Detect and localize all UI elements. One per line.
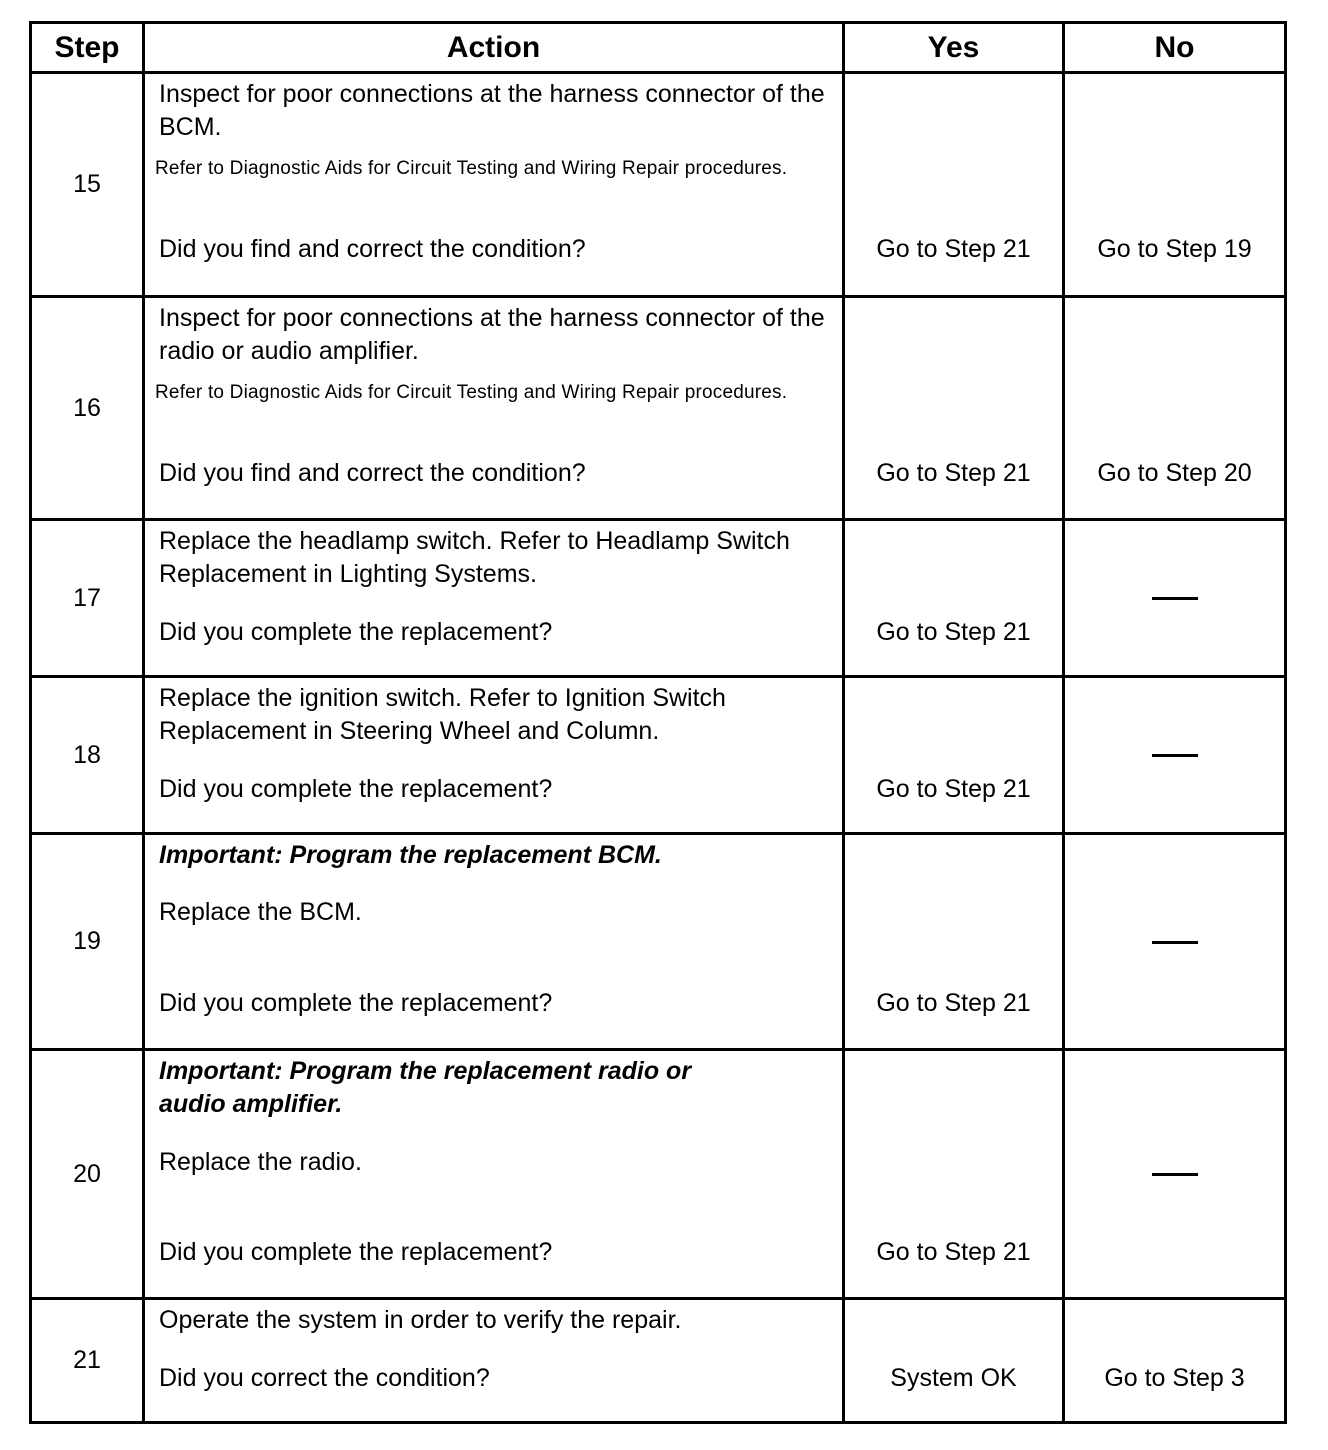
no-result-dash (1152, 754, 1198, 757)
yes-cell (844, 1299, 1064, 1423)
action-text: Inspect for poor connections at the harness connector of the BCM. (159, 80, 825, 141)
table-row (31, 834, 1286, 1050)
yes-cell (844, 520, 1064, 677)
action-reference: Refer to Diagnostic Aids for Circuit Testing and Wiring Repair procedures. (155, 158, 788, 179)
step-number: 20 (31, 1050, 144, 1299)
header-step: Step (31, 23, 144, 73)
action-question: Did you complete the replacement? (159, 989, 553, 1017)
action-question: Did you find and correct the condition? (159, 459, 586, 487)
step-number: 15 (31, 73, 144, 297)
no-result: Go to Step 19 (1097, 235, 1252, 263)
action-cell (144, 1299, 844, 1423)
yes-result: Go to Step 21 (876, 989, 1031, 1017)
action-question: Did you complete the replacement? (159, 775, 553, 803)
no-result-dash (1152, 597, 1198, 600)
step-number: 18 (31, 677, 144, 834)
no-cell (1064, 297, 1286, 520)
no-cell (1064, 73, 1286, 297)
action-question: Did you correct the condition? (159, 1364, 490, 1392)
action-text: Replace the BCM. (159, 898, 362, 926)
yes-result: Go to Step 21 (876, 459, 1031, 487)
important-note: Important: Program the replacement radio or audio amplifier. (159, 1057, 692, 1118)
action-cell (144, 1050, 844, 1299)
no-result: Go to Step 3 (1104, 1364, 1245, 1392)
action-text: Replace the radio. (159, 1148, 362, 1176)
table-row (31, 520, 1286, 677)
action-cell (144, 297, 844, 520)
diagnostic-table (29, 21, 1287, 1424)
header-action: Action (144, 23, 844, 73)
yes-cell (844, 73, 1064, 297)
table-row (31, 1299, 1286, 1423)
step-number: 21 (31, 1299, 144, 1423)
action-text: Inspect for poor connections at the harness connector of the radio or audio amplifier. (159, 304, 825, 365)
table-row (31, 73, 1286, 297)
no-cell (1064, 520, 1286, 677)
no-cell (1064, 1050, 1286, 1299)
yes-cell (844, 834, 1064, 1050)
table-row (31, 677, 1286, 834)
yes-cell (844, 677, 1064, 834)
header-row (31, 23, 1286, 73)
yes-result: Go to Step 21 (876, 1238, 1031, 1266)
no-cell (1064, 834, 1286, 1050)
action-cell (144, 834, 844, 1050)
yes-result: Go to Step 21 (876, 235, 1031, 263)
header-yes: Yes (844, 23, 1064, 73)
action-cell (144, 73, 844, 297)
action-question: Did you complete the replacement? (159, 1238, 553, 1266)
table-row (31, 297, 1286, 520)
action-text: Operate the system in order to verify the repair. (159, 1306, 682, 1334)
no-cell (1064, 1299, 1286, 1423)
no-cell (1064, 677, 1286, 834)
action-text: Replace the ignition switch. Refer to Ignition Switch Replacement in Steering Wheel and Column. (159, 684, 726, 745)
yes-result: Go to Step 21 (876, 618, 1031, 646)
yes-result: System OK (890, 1364, 1017, 1392)
action-cell (144, 677, 844, 834)
action-text: Replace the headlamp switch. Refer to Headlamp Switch Replacement in Lighting Systems. (159, 527, 790, 588)
no-result-dash (1152, 941, 1198, 944)
header-no: No (1064, 23, 1286, 73)
table-row (31, 1050, 1286, 1299)
step-number: 16 (31, 297, 144, 520)
step-number: 19 (31, 834, 144, 1050)
yes-cell (844, 297, 1064, 520)
yes-cell (844, 1050, 1064, 1299)
action-question: Did you find and correct the condition? (159, 235, 586, 263)
important-note: Important: Program the replacement BCM. (159, 841, 662, 869)
yes-result: Go to Step 21 (876, 775, 1031, 803)
no-result-dash (1152, 1173, 1198, 1176)
action-cell (144, 520, 844, 677)
no-result: Go to Step 20 (1097, 459, 1252, 487)
action-reference: Refer to Diagnostic Aids for Circuit Testing and Wiring Repair procedures. (155, 382, 788, 403)
step-number: 17 (31, 520, 144, 677)
action-question: Did you complete the replacement? (159, 618, 553, 646)
